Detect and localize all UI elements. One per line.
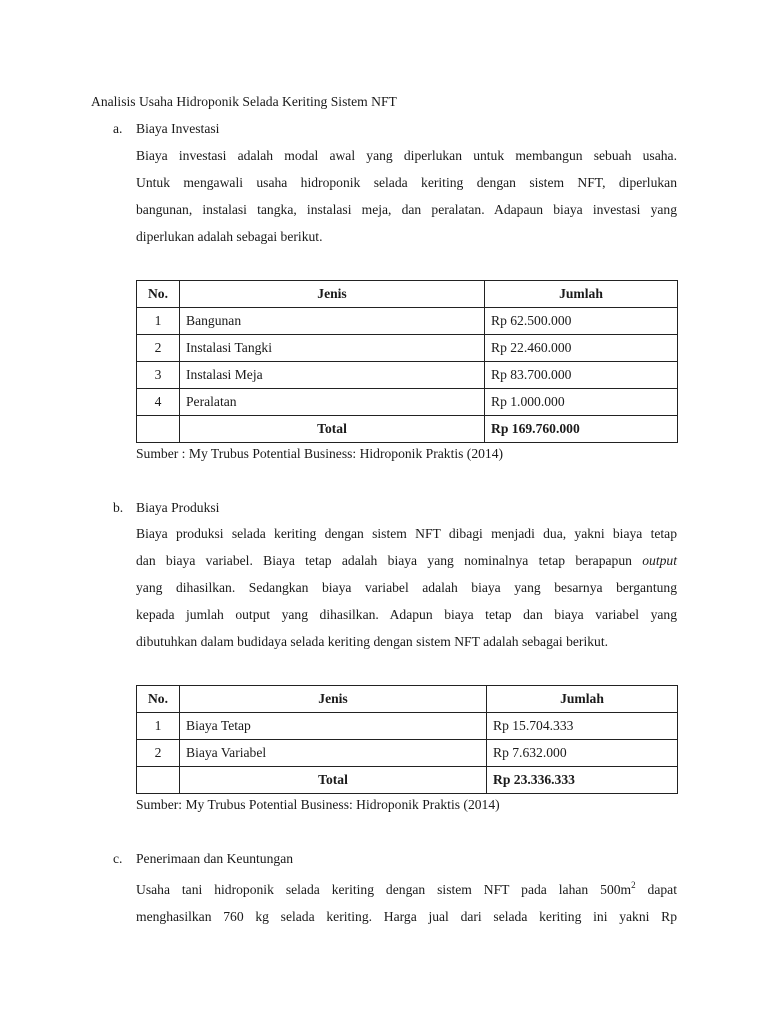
document-title: Analisis Usaha Hidroponik Selada Keriting Sistem NFT bbox=[91, 94, 397, 109]
cell-jumlah: Rp 7.632.000 bbox=[487, 740, 678, 767]
paragraph-line: menghasilkan 760 kg selada keriting. Harga jual dari selada keriting ini yakni Rp bbox=[136, 909, 677, 924]
section-b-marker: b. bbox=[113, 500, 124, 515]
production-cost-table bbox=[136, 685, 678, 794]
cell-no: 1 bbox=[137, 713, 180, 740]
cell-jumlah: Rp 62.500.000 bbox=[485, 308, 678, 335]
cell-jenis: Biaya Variabel bbox=[180, 740, 487, 767]
cell-no: 2 bbox=[137, 335, 180, 362]
cell-jenis: Instalasi Tangki bbox=[180, 335, 485, 362]
section-a-source: Sumber : My Trubus Potential Business: Hidroponik Praktis (2014) bbox=[136, 446, 504, 461]
table-row bbox=[137, 389, 678, 416]
cell-jenis: Bangunan bbox=[180, 308, 485, 335]
table-row bbox=[137, 713, 678, 740]
paragraph-line: dibutuhkan dalam budidaya selada keriting dengan sistem NFT adalah sebagai berikut. bbox=[136, 634, 609, 649]
table-row bbox=[137, 308, 678, 335]
section-b-source: Sumber: My Trubus Potential Business: Hidroponik Praktis (2014) bbox=[136, 797, 500, 812]
cell-jumlah: Rp 83.700.000 bbox=[485, 362, 678, 389]
header-jenis: Jenis bbox=[180, 686, 487, 713]
investment-cost-table bbox=[136, 280, 678, 443]
cell-no-empty bbox=[137, 416, 180, 443]
line-text: dan biaya variabel. Biaya tetap adalah biaya yang nominalnya tetap berapapun bbox=[136, 553, 632, 568]
cell-jumlah: Rp 22.460.000 bbox=[485, 335, 678, 362]
table-row bbox=[137, 335, 678, 362]
paragraph-line: Biaya produksi selada keriting dengan sistem NFT dibagi menjadi dua, yakni biaya tetap bbox=[136, 526, 677, 541]
table-total-row bbox=[137, 767, 678, 794]
paragraph-line: bangunan, instalasi tangka, instalasi meja, dan peralatan. Adapaun biaya investasi yang bbox=[136, 202, 677, 217]
paragraph-line: Untuk mengawali usaha hidroponik selada keriting dengan sistem NFT, diperlukan bbox=[136, 175, 677, 190]
section-a-marker: a. bbox=[113, 121, 123, 136]
italic-word: output bbox=[642, 553, 677, 568]
cell-jenis: Biaya Tetap bbox=[180, 713, 487, 740]
cell-no: 4 bbox=[137, 389, 180, 416]
total-label: Total bbox=[180, 767, 487, 794]
section-b-heading: Biaya Produksi bbox=[136, 500, 220, 515]
total-label: Total bbox=[180, 416, 485, 443]
cell-jumlah: Rp 15.704.333 bbox=[487, 713, 678, 740]
line-text: dapat bbox=[635, 882, 677, 897]
header-no: No. bbox=[137, 686, 180, 713]
section-c-paragraph bbox=[136, 872, 677, 930]
section-c-marker: c. bbox=[113, 851, 123, 866]
total-value: Rp 169.760.000 bbox=[485, 416, 678, 443]
table-header-row bbox=[137, 686, 678, 713]
cell-no-empty bbox=[137, 767, 180, 794]
table-total-row bbox=[137, 416, 678, 443]
header-jumlah: Jumlah bbox=[485, 281, 678, 308]
cell-jenis: Instalasi Meja bbox=[180, 362, 485, 389]
paragraph-line: kepada jumlah output yang dihasilkan. Adapun biaya tetap dan biaya variabel yang bbox=[136, 607, 677, 622]
header-jumlah: Jumlah bbox=[487, 686, 678, 713]
table-row bbox=[137, 362, 678, 389]
line-text: Usaha tani hidroponik selada keriting dengan sistem NFT pada lahan 500m bbox=[136, 882, 632, 897]
paragraph-line: diperlukan adalah sebagai berikut. bbox=[136, 229, 323, 244]
cell-no: 3 bbox=[137, 362, 180, 389]
section-a-paragraph bbox=[136, 142, 677, 250]
section-c-heading: Penerimaan dan Keuntungan bbox=[136, 851, 294, 866]
paragraph-line: Biaya investasi adalah modal awal yang diperlukan untuk membangun sebuah usaha. bbox=[136, 148, 677, 163]
total-value: Rp 23.336.333 bbox=[487, 767, 678, 794]
table-header-row bbox=[137, 281, 678, 308]
cell-no: 1 bbox=[137, 308, 180, 335]
section-b-paragraph bbox=[136, 520, 677, 655]
paragraph-line bbox=[136, 872, 677, 903]
superscript: 2 bbox=[631, 880, 636, 890]
cell-jumlah: Rp 1.000.000 bbox=[485, 389, 678, 416]
cell-jenis: Peralatan bbox=[180, 389, 485, 416]
table-row bbox=[137, 740, 678, 767]
cell-no: 2 bbox=[137, 740, 180, 767]
header-no: No. bbox=[137, 281, 180, 308]
paragraph-line: yang dihasilkan. Sedangkan biaya variabel adalah biaya yang besarnya bergantung bbox=[136, 580, 677, 595]
paragraph-line bbox=[136, 547, 677, 574]
section-a-heading: Biaya Investasi bbox=[136, 121, 220, 136]
header-jenis: Jenis bbox=[180, 281, 485, 308]
